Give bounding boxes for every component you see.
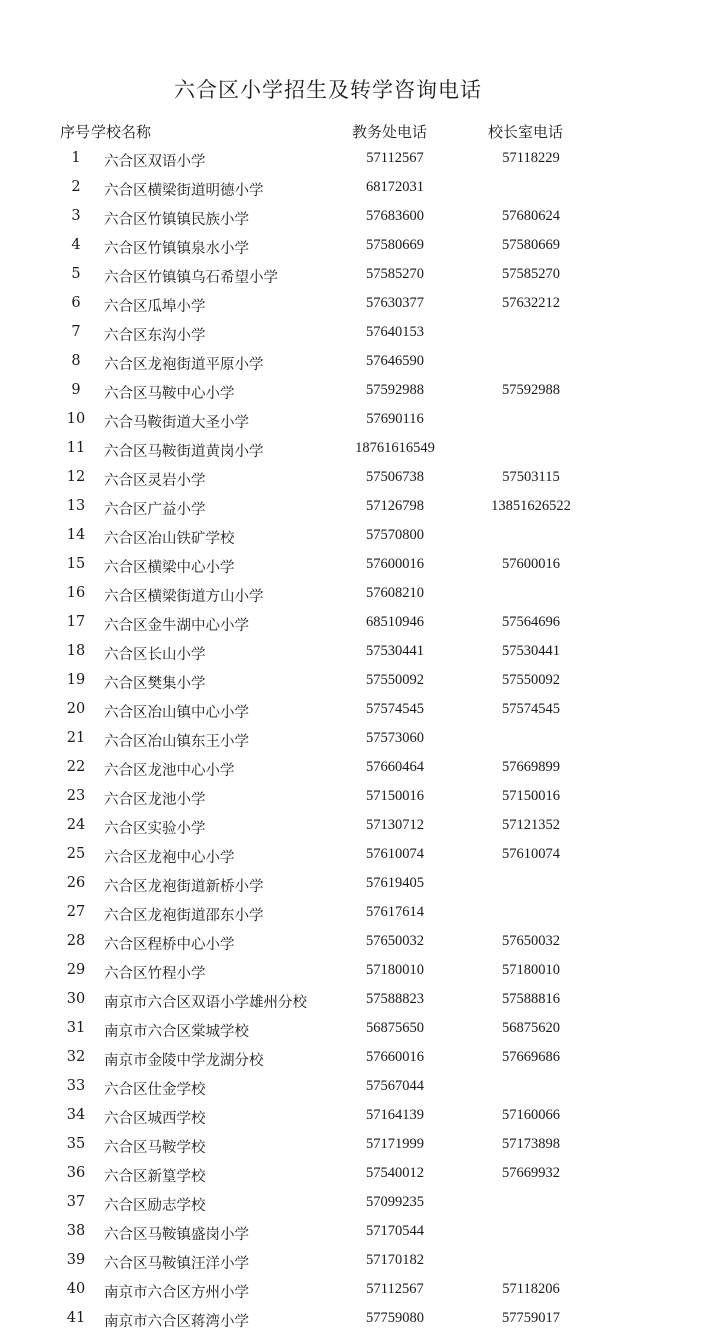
table-row <box>0 785 706 814</box>
school-name: 六合区实验小学 <box>104 821 206 837</box>
school-name: 南京市六合区双语小学雄州分校 <box>104 995 307 1011</box>
school-name: 六合区广益小学 <box>104 502 206 518</box>
table-row <box>0 582 706 611</box>
school-name: 六合区冶山铁矿学校 <box>104 531 235 547</box>
table-row <box>0 727 706 756</box>
principal-phone: 57574545 <box>502 701 560 717</box>
school-name: 六合区冶山镇东王小学 <box>104 734 249 750</box>
academic-phone: 18761616549 <box>355 440 435 456</box>
row-number: 11 <box>66 440 86 456</box>
row-number: 7 <box>71 324 81 340</box>
table-row <box>0 1133 706 1162</box>
academic-phone: 57617614 <box>366 904 424 920</box>
school-name: 六合区瓜埠小学 <box>104 299 206 315</box>
school-name: 六合区樊集小学 <box>104 676 206 692</box>
table-row <box>0 1017 706 1046</box>
principal-phone: 57669686 <box>502 1049 560 1065</box>
table-row <box>0 263 706 292</box>
school-name: 六合区城西学校 <box>104 1111 206 1127</box>
academic-phone: 57690116 <box>366 411 424 427</box>
principal-phone: 57180010 <box>502 962 560 978</box>
principal-phone: 57530441 <box>502 643 560 659</box>
table-row <box>0 437 706 466</box>
principal-phone: 57650032 <box>502 933 560 949</box>
table-header <box>0 121 706 143</box>
school-name: 六合区仕金学校 <box>104 1082 206 1098</box>
table-row <box>0 930 706 959</box>
principal-phone: 57585270 <box>502 266 560 282</box>
academic-phone: 57630377 <box>366 295 424 311</box>
table-row <box>0 1307 706 1336</box>
table-row <box>0 1075 706 1104</box>
academic-phone: 57550092 <box>366 672 424 688</box>
row-number: 26 <box>66 875 86 891</box>
principal-phone: 57550092 <box>502 672 560 688</box>
row-number: 34 <box>66 1107 86 1123</box>
row-number: 37 <box>66 1194 86 1210</box>
table-row <box>0 611 706 640</box>
academic-phone: 57164139 <box>366 1107 424 1123</box>
school-name: 六合区马鞍镇盛岗小学 <box>104 1227 249 1243</box>
school-name: 南京市金陵中学龙湖分校 <box>104 1053 264 1069</box>
school-name: 六合区金牛湖中心小学 <box>104 618 249 634</box>
table-row <box>0 756 706 785</box>
academic-phone: 57660464 <box>366 759 424 775</box>
principal-phone: 56875620 <box>502 1020 560 1036</box>
school-name: 六合马鞍街道大圣小学 <box>104 415 249 431</box>
row-number: 12 <box>66 469 86 485</box>
school-name: 六合区竹镇镇泉水小学 <box>104 241 249 257</box>
table-row <box>0 1104 706 1133</box>
table-row <box>0 524 706 553</box>
school-name: 六合区龙袍街道平原小学 <box>104 357 264 373</box>
column-header-school: 学校名称 <box>91 123 152 141</box>
academic-phone: 68172031 <box>366 179 424 195</box>
school-name: 六合区竹镇镇民族小学 <box>104 212 249 228</box>
page-title: 六合区小学招生及转学咨询电话 <box>174 78 482 102</box>
academic-phone: 57608210 <box>366 585 424 601</box>
academic-phone: 57130712 <box>366 817 424 833</box>
school-name: 南京市六合区棠城学校 <box>104 1024 249 1040</box>
academic-phone: 57660016 <box>366 1049 424 1065</box>
school-name: 南京市六合区蒋湾小学 <box>104 1314 249 1330</box>
table-row <box>0 379 706 408</box>
row-number: 1 <box>71 150 81 166</box>
table-row <box>0 147 706 176</box>
academic-phone: 57112567 <box>366 150 424 166</box>
school-name: 六合区横梁街道明德小学 <box>104 183 264 199</box>
school-name: 六合区龙池中心小学 <box>104 763 235 779</box>
academic-phone: 57580669 <box>366 237 424 253</box>
academic-phone: 57588823 <box>366 991 424 1007</box>
academic-phone: 68510946 <box>366 614 424 630</box>
academic-phone: 57573060 <box>366 730 424 746</box>
academic-phone: 57600016 <box>366 556 424 572</box>
row-number: 23 <box>66 788 86 804</box>
table-row <box>0 292 706 321</box>
principal-phone: 57503115 <box>502 469 560 485</box>
principal-phone: 57669932 <box>502 1165 560 1181</box>
school-name: 六合区马鞍街道黄岗小学 <box>104 444 264 460</box>
school-name: 六合区横梁中心小学 <box>104 560 235 576</box>
academic-phone: 57530441 <box>366 643 424 659</box>
academic-phone: 57646590 <box>366 353 424 369</box>
row-number: 16 <box>66 585 86 601</box>
school-name: 六合区马鞍学校 <box>104 1140 206 1156</box>
row-number: 22 <box>66 759 86 775</box>
principal-phone: 57173898 <box>502 1136 560 1152</box>
row-number: 8 <box>71 353 81 369</box>
academic-phone: 57540012 <box>366 1165 424 1181</box>
table-row <box>0 814 706 843</box>
row-number: 21 <box>66 730 86 746</box>
academic-phone: 57610074 <box>366 846 424 862</box>
table-row <box>0 1046 706 1075</box>
academic-phone: 57574545 <box>366 701 424 717</box>
row-number: 25 <box>66 846 86 862</box>
row-number: 39 <box>66 1252 86 1268</box>
school-name: 六合区新篁学校 <box>104 1169 206 1185</box>
academic-phone: 56875650 <box>366 1020 424 1036</box>
row-number: 13 <box>66 498 86 514</box>
table-row <box>0 843 706 872</box>
table-row <box>0 321 706 350</box>
table-row <box>0 1220 706 1249</box>
school-name: 六合区冶山镇中心小学 <box>104 705 249 721</box>
table-row <box>0 640 706 669</box>
table-row <box>0 553 706 582</box>
row-number: 20 <box>66 701 86 717</box>
school-name: 六合区长山小学 <box>104 647 206 663</box>
school-name: 六合区龙袍中心小学 <box>104 850 235 866</box>
row-number: 24 <box>66 817 86 833</box>
row-number: 28 <box>66 933 86 949</box>
principal-phone: 57121352 <box>502 817 560 833</box>
row-number: 41 <box>66 1310 86 1326</box>
academic-phone: 57592988 <box>366 382 424 398</box>
column-header-no: 序号 <box>60 123 91 141</box>
row-number: 2 <box>71 179 81 195</box>
academic-phone: 57170182 <box>366 1252 424 1268</box>
school-name: 六合区龙袍街道邵东小学 <box>104 908 264 924</box>
school-name: 六合区东沟小学 <box>104 328 206 344</box>
academic-phone: 57150016 <box>366 788 424 804</box>
column-header-principal-phone: 校长室电话 <box>488 123 564 141</box>
table-row <box>0 698 706 727</box>
row-number: 33 <box>66 1078 86 1094</box>
academic-phone: 57170544 <box>366 1223 424 1239</box>
academic-phone: 57171999 <box>366 1136 424 1152</box>
table-row <box>0 1162 706 1191</box>
table-row <box>0 1278 706 1307</box>
school-name: 六合区灵岩小学 <box>104 473 206 489</box>
principal-phone: 57118206 <box>502 1281 560 1297</box>
academic-phone: 57640153 <box>366 324 424 340</box>
principal-phone: 57592988 <box>502 382 560 398</box>
row-number: 19 <box>66 672 86 688</box>
school-name: 六合区竹镇镇乌石希望小学 <box>104 270 278 286</box>
academic-phone: 57180010 <box>366 962 424 978</box>
row-number: 15 <box>66 556 86 572</box>
table-row <box>0 669 706 698</box>
school-name: 六合区横梁街道方山小学 <box>104 589 264 605</box>
principal-phone: 57610074 <box>502 846 560 862</box>
row-number: 10 <box>66 411 86 427</box>
school-name: 六合区程桥中心小学 <box>104 937 235 953</box>
table-row <box>0 234 706 263</box>
row-number: 30 <box>66 991 86 1007</box>
row-number: 38 <box>66 1223 86 1239</box>
principal-phone: 57759017 <box>502 1310 560 1326</box>
row-number: 27 <box>66 904 86 920</box>
row-number: 17 <box>66 614 86 630</box>
table-row <box>0 959 706 988</box>
row-number: 9 <box>71 382 81 398</box>
table-row <box>0 408 706 437</box>
row-number: 36 <box>66 1165 86 1181</box>
school-name: 六合区马鞍中心小学 <box>104 386 235 402</box>
table-row <box>0 466 706 495</box>
principal-phone: 57564696 <box>502 614 560 630</box>
row-number: 35 <box>66 1136 86 1152</box>
school-name: 六合区竹程小学 <box>104 966 206 982</box>
principal-phone: 57632212 <box>502 295 560 311</box>
academic-phone: 57099235 <box>366 1194 424 1210</box>
school-name: 南京市六合区方州小学 <box>104 1285 249 1301</box>
table-row <box>0 1249 706 1278</box>
row-number: 6 <box>71 295 81 311</box>
school-table-body <box>0 147 706 1336</box>
principal-phone: 57160066 <box>502 1107 560 1123</box>
academic-phone: 57759080 <box>366 1310 424 1326</box>
principal-phone: 57588816 <box>502 991 560 1007</box>
table-row <box>0 176 706 205</box>
academic-phone: 57619405 <box>366 875 424 891</box>
table-row <box>0 350 706 379</box>
school-name: 六合区龙袍街道新桥小学 <box>104 879 264 895</box>
column-header-academic-phone: 教务处电话 <box>352 123 428 141</box>
principal-phone: 13851626522 <box>491 498 571 514</box>
row-number: 5 <box>71 266 81 282</box>
row-number: 40 <box>66 1281 86 1297</box>
principal-phone: 57680624 <box>502 208 560 224</box>
academic-phone: 57650032 <box>366 933 424 949</box>
table-row <box>0 872 706 901</box>
row-number: 4 <box>71 237 81 253</box>
principal-phone: 57118229 <box>502 150 560 166</box>
principal-phone: 57669899 <box>502 759 560 775</box>
academic-phone: 57126798 <box>366 498 424 514</box>
school-name: 六合区马鞍镇汪洋小学 <box>104 1256 249 1272</box>
principal-phone: 57150016 <box>502 788 560 804</box>
table-row <box>0 988 706 1017</box>
row-number: 32 <box>66 1049 86 1065</box>
table-row <box>0 901 706 930</box>
row-number: 31 <box>66 1020 86 1036</box>
school-name: 六合区龙池小学 <box>104 792 206 808</box>
academic-phone: 57570800 <box>366 527 424 543</box>
row-number: 18 <box>66 643 86 659</box>
academic-phone: 57683600 <box>366 208 424 224</box>
table-row <box>0 205 706 234</box>
academic-phone: 57585270 <box>366 266 424 282</box>
principal-phone: 57600016 <box>502 556 560 572</box>
principal-phone: 57580669 <box>502 237 560 253</box>
school-name: 六合区励志学校 <box>104 1198 206 1214</box>
school-name: 六合区双语小学 <box>104 154 206 170</box>
table-row <box>0 1191 706 1220</box>
academic-phone: 57112567 <box>366 1281 424 1297</box>
academic-phone: 57567044 <box>366 1078 424 1094</box>
row-number: 3 <box>71 208 81 224</box>
table-row <box>0 495 706 524</box>
row-number: 29 <box>66 962 86 978</box>
academic-phone: 57506738 <box>366 469 424 485</box>
row-number: 14 <box>66 527 86 543</box>
